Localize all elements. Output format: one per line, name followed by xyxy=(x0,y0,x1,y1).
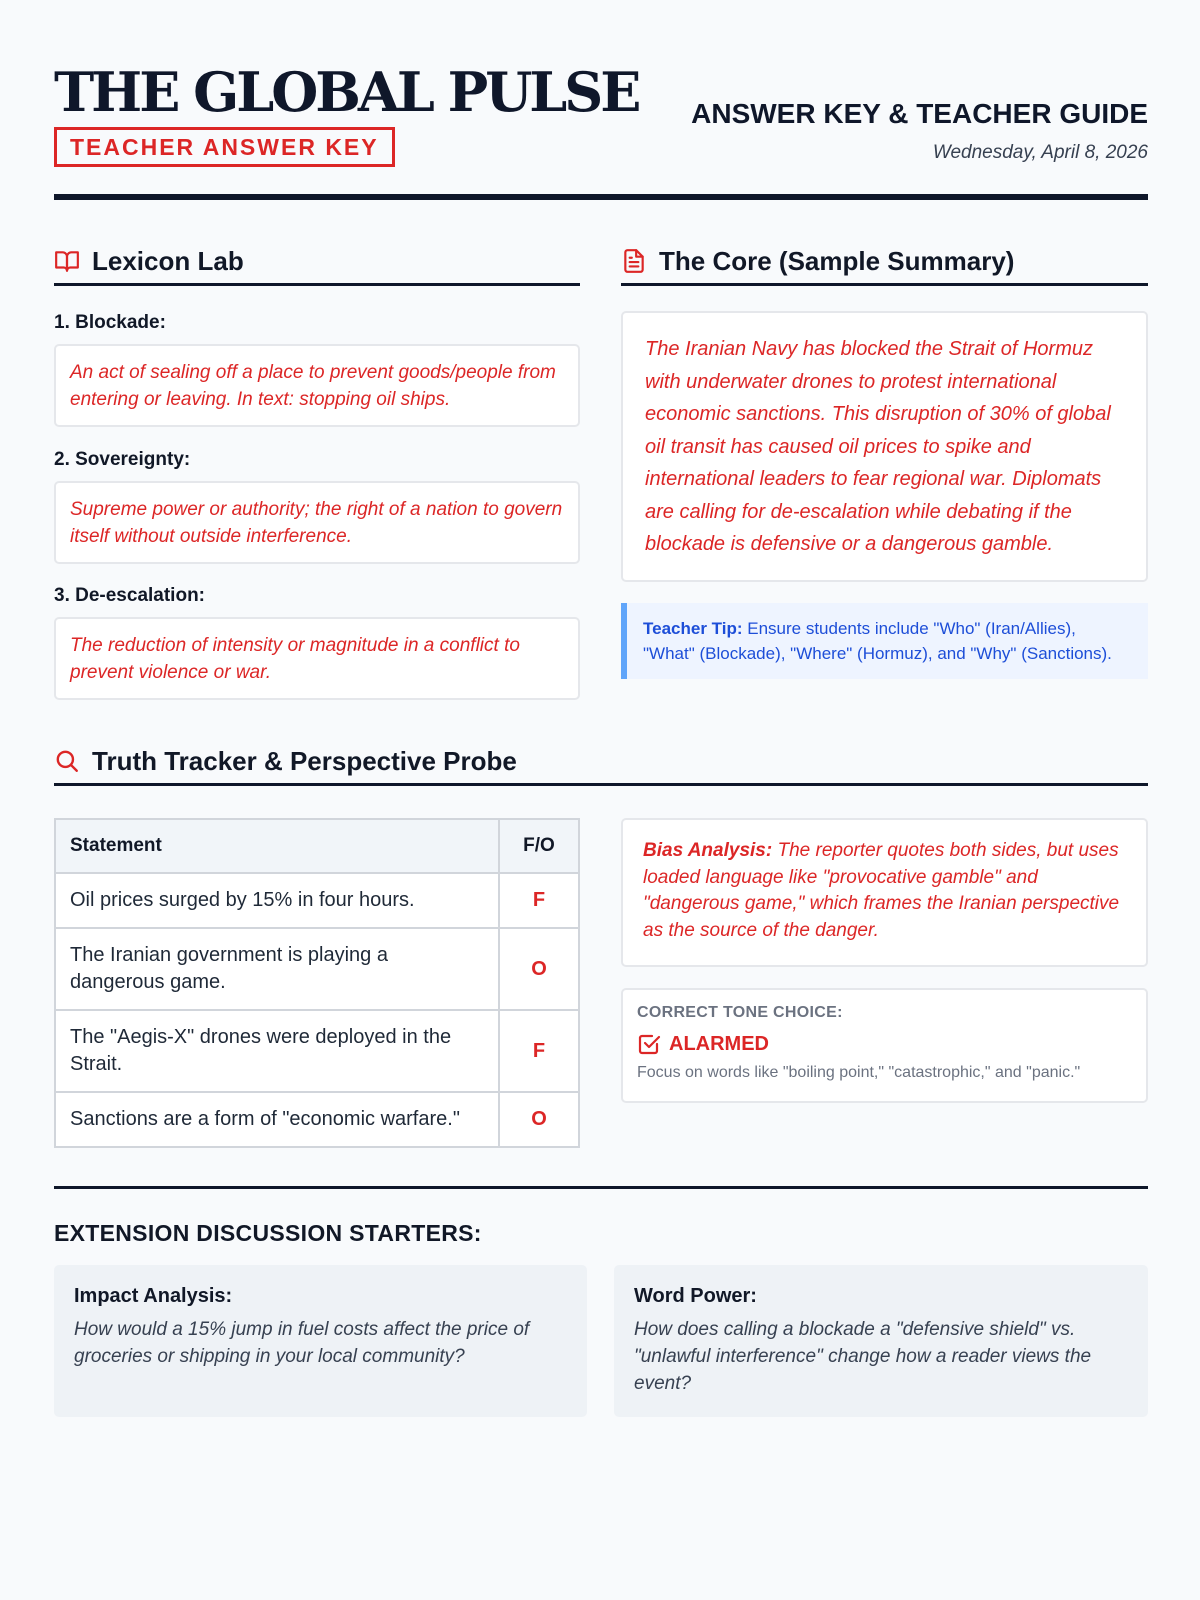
open-book-icon xyxy=(54,248,80,274)
bias-analysis-text: The reporter quotes both sides, but uses loaded language like "provocative gamble" and "dangerous game," which frames the Iranian perspective as the source of the danger. xyxy=(643,840,1120,941)
statement-cell: Sanctions are a form of "economic warfare." xyxy=(55,1092,499,1147)
table-row xyxy=(55,1010,579,1092)
teacher-tip-label: Teacher Tip: xyxy=(643,619,743,638)
header-divider xyxy=(54,194,1148,200)
masthead xyxy=(54,0,1148,200)
discussion-card-title: Impact Analysis: xyxy=(74,1285,233,1307)
fact-opinion-cell: O xyxy=(499,1092,579,1147)
document-icon xyxy=(621,248,647,274)
term-answer: An act of sealing off a place to prevent goods/people from entering or leaving. In text: stopping oil ships. xyxy=(54,344,580,427)
extension-divider xyxy=(54,1186,1148,1189)
table-row xyxy=(55,928,579,1010)
discussion-card-question: How would a 15% jump in fuel costs affect the price of groceries or shipping in your local community? xyxy=(74,1319,530,1367)
discussion-card xyxy=(54,1265,587,1417)
sample-summary: The Iranian Navy has blocked the Strait of Hormuz with underwater drones to protest international economic sanctions. This disruption of 30% of global oil transit has caused oil prices to spike and international leaders to fear regional war. Diplomats are calling for de-escalation while debating if the blockade is defensive or a dangerous gamble. xyxy=(621,311,1148,582)
core-heading xyxy=(621,238,1148,286)
teacher-tip-text: Ensure students include "Who" (Iran/Allies), "What" (Blockade), "Where" (Hormuz), and "Why" (Sanctions). xyxy=(643,619,1112,663)
table-header-row xyxy=(55,819,579,873)
discussion-card xyxy=(614,1265,1148,1417)
term-label: 3. De-escalation: xyxy=(54,585,205,606)
answer-key-badge: TEACHER ANSWER KEY xyxy=(54,127,395,167)
bias-analysis xyxy=(621,818,1148,967)
fact-opinion-cell: F xyxy=(499,873,579,928)
column-header-fo: F/O xyxy=(499,819,579,873)
discussion-card-title: Word Power: xyxy=(634,1285,757,1307)
answer-key-page xyxy=(54,0,1148,1394)
truth-tracker-heading xyxy=(54,738,1148,786)
publication-title: THE GLOBAL PULSE xyxy=(54,60,639,124)
tone-choice-card xyxy=(621,988,1148,1103)
term-answer: Supreme power or authority; the right of a nation to govern itself without outside interference. xyxy=(54,481,580,564)
tone-choice-answer xyxy=(637,1032,1132,1056)
tone-choice-note: Focus on words like "boiling point," "catastrophic," and "panic." xyxy=(637,1064,1081,1081)
column-header-statement: Statement xyxy=(55,819,499,873)
search-icon xyxy=(54,748,80,774)
lexicon-heading xyxy=(54,238,580,286)
core-title: The Core (Sample Summary) xyxy=(659,245,1015,276)
table-row xyxy=(55,1092,579,1147)
checkbox-checked-icon xyxy=(637,1032,661,1056)
term-label: 1. Blockade: xyxy=(54,312,166,333)
fact-opinion-cell: O xyxy=(499,928,579,1010)
issue-date: Wednesday, April 8, 2026 xyxy=(932,142,1148,163)
tone-choice-value: ALARMED xyxy=(669,1032,769,1055)
extension-title: EXTENSION DISCUSSION STARTERS: xyxy=(54,1220,482,1246)
discussion-card-question: How does calling a blockade a "defensive shield" vs. "unlawful interference" change how a reader views the event? xyxy=(634,1319,1092,1394)
bias-analysis-label: Bias Analysis: xyxy=(643,840,773,861)
guide-title: ANSWER KEY & TEACHER GUIDE xyxy=(691,98,1148,129)
term-label: 2. Sovereignty: xyxy=(54,449,191,470)
statement-cell: The Iranian government is playing a dangerous game. xyxy=(55,928,499,1010)
table-row xyxy=(55,873,579,928)
fact-opinion-cell: F xyxy=(499,1010,579,1092)
truth-tracker-table xyxy=(54,818,580,1148)
term-answer: The reduction of intensity or magnitude in a conflict to prevent violence or war. xyxy=(54,617,580,700)
teacher-tip xyxy=(621,603,1148,679)
lexicon-title: Lexicon Lab xyxy=(92,245,244,276)
statement-cell: Oil prices surged by 15% in four hours. xyxy=(55,873,499,928)
truth-tracker-title: Truth Tracker & Perspective Probe xyxy=(92,745,517,776)
statement-cell: The "Aegis-X" drones were deployed in the Strait. xyxy=(55,1010,499,1092)
tone-choice-label: CORRECT TONE CHOICE: xyxy=(637,1004,843,1021)
